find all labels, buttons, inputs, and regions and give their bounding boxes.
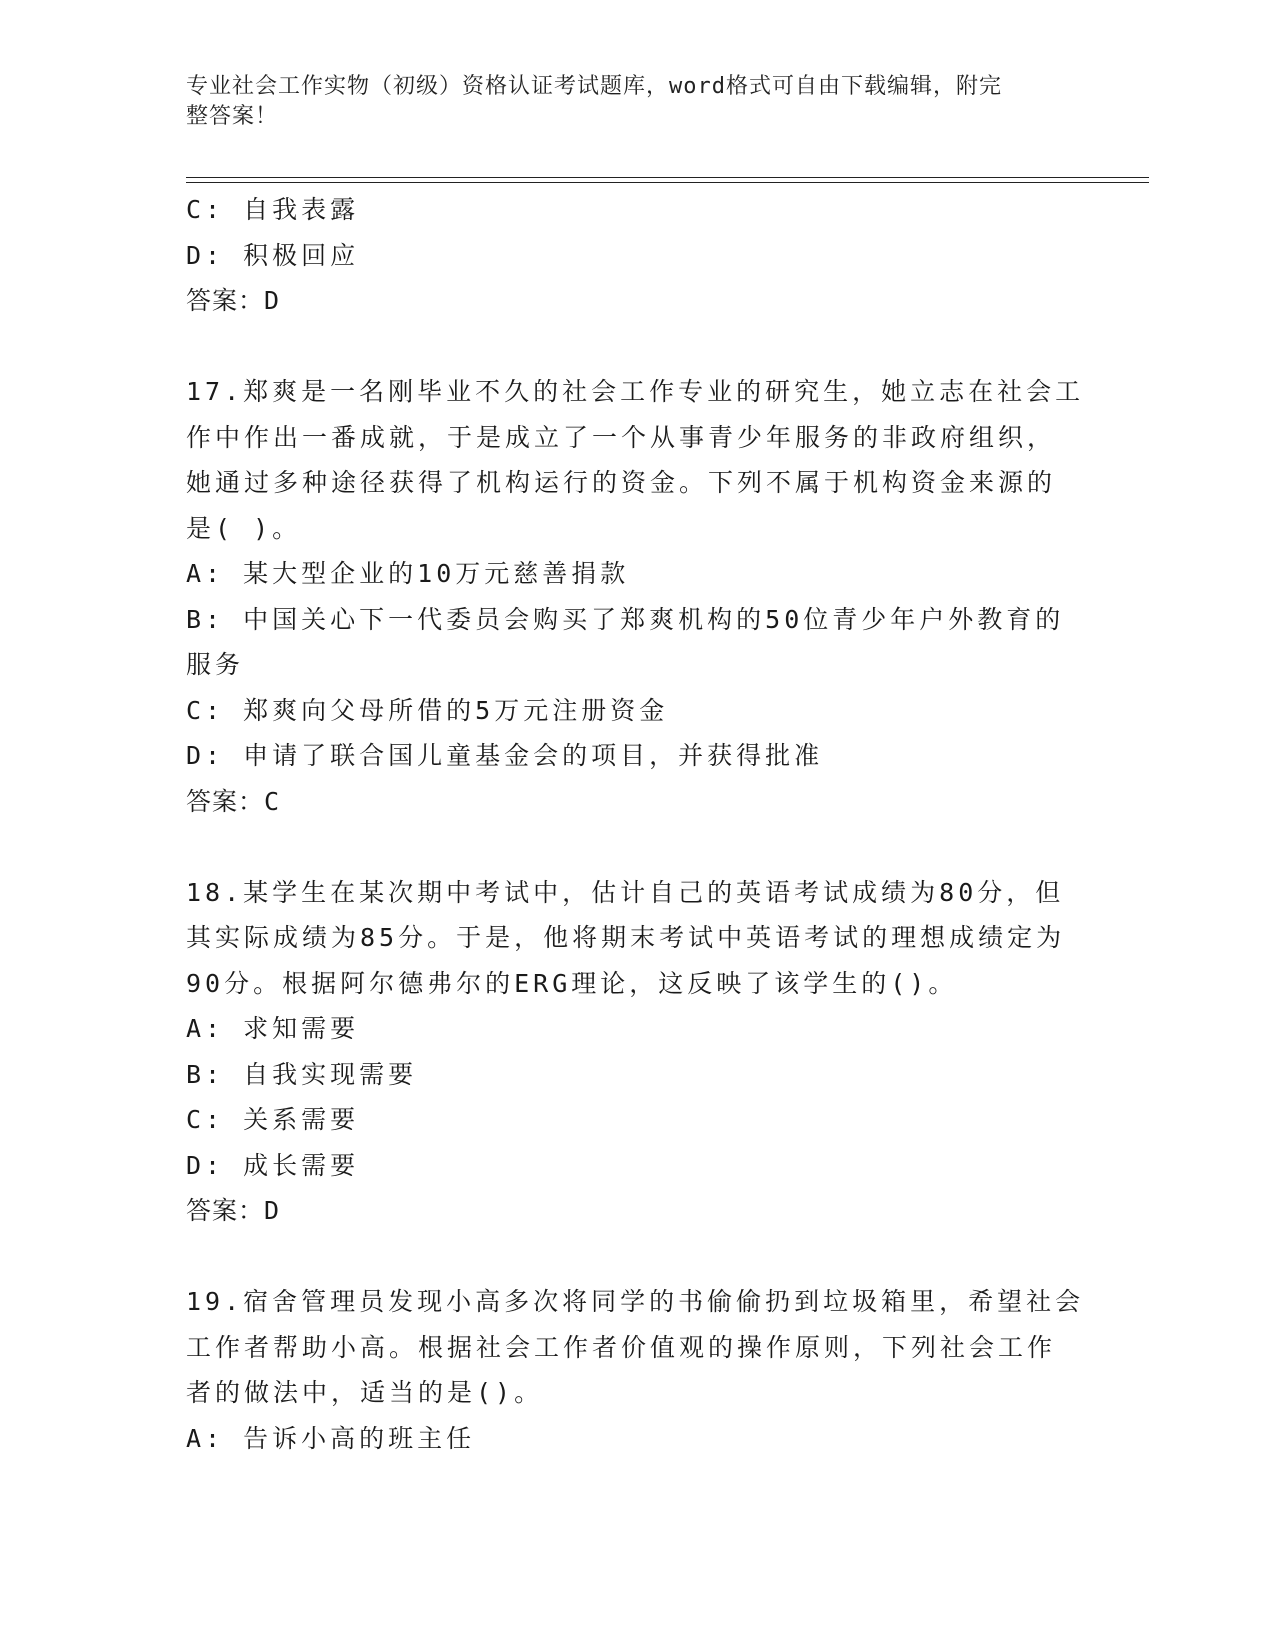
- question-stem-line: 她通过多种途径获得了机构运行的资金。下列不属于机构资金来源的: [186, 468, 1057, 497]
- question-stem-line: 其实际成绩为85分。于是，他将期末考试中英语考试的理想成绩定为: [186, 923, 1066, 952]
- question-stem-line: 作中作出一番成就，于是成立了一个从事青少年服务的非政府组织，: [186, 422, 1057, 452]
- answer-label: 答案：: [186, 786, 265, 816]
- option-d: D: 成长需要: [186, 1150, 360, 1180]
- question-stem-line: 18.某学生在某次期中考试中，估计自己的英语考试成绩为80分，但: [186, 877, 1065, 907]
- answer-line: [186, 1188, 1086, 1234]
- option-c: C: 自我表露: [186, 195, 360, 224]
- option-b-continued: 服务: [186, 650, 245, 679]
- answer-line: [186, 278, 1086, 324]
- answer-label: 答案：: [186, 1196, 265, 1225]
- option-b: B: 自我实现需要: [186, 1059, 418, 1089]
- option-c: C: 关系需要: [186, 1105, 360, 1134]
- spacer: [186, 824, 1086, 870]
- question-stem-line: 90分。根据阿尔德弗尔的ERG理论，这反映了该学生的()。: [186, 968, 958, 998]
- header-line-1: 专业社会工作实物（初级）资格认证考试题库，word格式可自由下载编辑，附完: [186, 74, 1002, 99]
- answer-value: C: [264, 786, 281, 816]
- option-a: A: 求知需要: [186, 1014, 360, 1043]
- spacer: [186, 324, 1086, 370]
- question-16-tail: [186, 187, 1086, 324]
- question-stem-line: 者的做法中，适当的是()。: [186, 1378, 544, 1407]
- answer-value: D: [264, 286, 281, 315]
- answer-value: D: [264, 1196, 281, 1225]
- question-18: [186, 870, 1086, 1234]
- option-a: A: 某大型企业的10万元慈善捐款: [186, 559, 630, 588]
- header-rule-bottom: [186, 182, 1149, 183]
- spacer: [186, 1234, 1086, 1280]
- header-rule-top: [186, 177, 1149, 178]
- option-a: A: 告诉小高的班主任: [186, 1423, 476, 1453]
- header-line-2: 整答案！: [186, 104, 279, 129]
- question-stem-line: 19.宿舍管理员发现小高多次将同学的书偷偷扔到垃圾箱里，希望社会: [186, 1287, 1085, 1316]
- question-19: [186, 1279, 1086, 1461]
- option-d: D: 申请了联合国儿童基金会的项目，并获得批准: [186, 741, 824, 770]
- question-stem-line: 工作者帮助小高。根据社会工作者价值观的操作原则，下列社会工作: [186, 1332, 1057, 1362]
- page-header: [186, 72, 1066, 132]
- answer-label: 答案：: [186, 286, 265, 315]
- question-17: [186, 369, 1086, 824]
- answer-line: [186, 779, 1086, 825]
- question-stem-line: 是( )。: [186, 513, 302, 543]
- question-stem-line: 17.郑爽是一名刚毕业不久的社会工作专业的研究生，她立志在社会工: [186, 377, 1085, 406]
- question-content: [186, 187, 1086, 1461]
- option-b: B: 中国关心下一代委员会购买了郑爽机构的50位青少年户外教育的: [186, 604, 1065, 634]
- option-d: D: 积极回应: [186, 240, 360, 270]
- option-c: C: 郑爽向父母所借的5万元注册资金: [186, 695, 669, 725]
